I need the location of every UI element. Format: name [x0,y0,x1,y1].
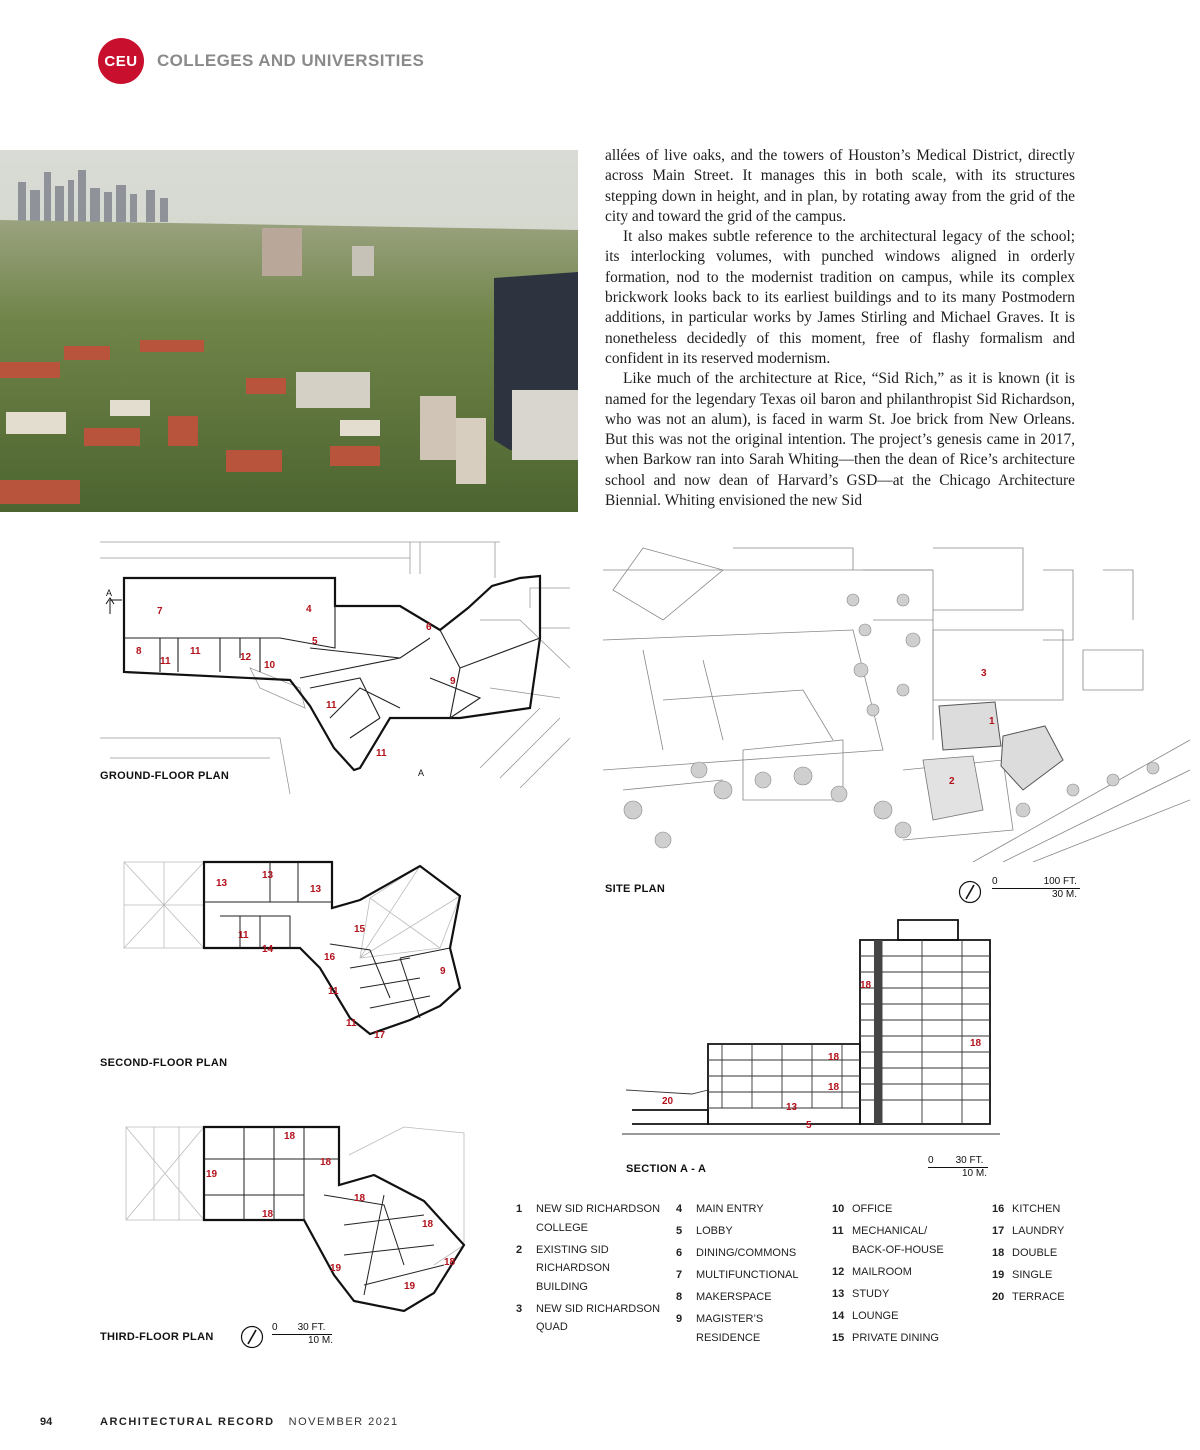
svg-text:19: 19 [330,1263,342,1274]
magazine-name: ARCHITECTURAL RECORD [100,1416,275,1428]
svg-text:15: 15 [354,924,366,935]
svg-text:10: 10 [264,660,276,671]
svg-text:11: 11 [238,930,249,941]
svg-text:5: 5 [806,1120,812,1131]
legend-item: 7 MULTIFUNCTIONAL [676,1269,799,1281]
svg-text:11: 11 [190,646,201,657]
scale-meters: 10 M. [308,1335,334,1346]
svg-text:8: 8 [136,646,142,657]
ceu-badge: CEU [98,38,144,84]
legend-item: 3 NEW SID RICHARDSON QUAD [516,1302,661,1333]
legend-item: 14 LOUNGE [832,1309,899,1322]
scale-zero: 0 [928,1155,934,1166]
svg-text:18: 18 [970,1038,982,1049]
svg-text:9: 9 [440,966,446,977]
third-floor-plan-drawing [124,1115,474,1315]
svg-text:1: 1 [989,716,995,727]
legend-item: 12 MAILROOM [832,1265,912,1278]
scale-meters: 30 M. [1052,889,1078,900]
second-floor-plan-drawing [120,858,480,1048]
svg-text:11: 11 [160,656,171,667]
svg-text:3: 3 [981,668,987,679]
legend-item: 6 DINING/COMMONS [676,1247,797,1259]
svg-text:9: 9 [450,676,456,687]
svg-text:18: 18 [422,1219,434,1230]
section-title: COLLEGES AND UNIVERSITIES [157,51,425,70]
legend-item: 4 MAIN ENTRY [676,1203,764,1215]
svg-text:11: 11 [346,1018,357,1029]
legend-item: 20 TERRACE [992,1291,1065,1303]
scale-meters: 10 M. [962,1168,988,1179]
svg-text:13: 13 [262,870,274,881]
svg-text:11: 11 [326,700,337,711]
scale-zero: 0 [272,1322,278,1333]
article-body [605,146,1075,511]
svg-text:A: A [106,588,113,598]
legend-item: 5 LOBBY [676,1225,733,1237]
svg-text:18: 18 [354,1193,366,1204]
section-scale-bar [928,1155,988,1179]
legend-column-2 [676,1200,822,1351]
legend-item: 13 STUDY [832,1287,890,1300]
svg-text:17: 17 [374,1030,386,1041]
scale-zero: 0 [992,876,998,887]
scale-feet: 30 FT. [297,1322,326,1333]
site-scale-bar [992,876,1080,900]
svg-text:18: 18 [828,1052,840,1063]
page-number: 94 [40,1416,53,1428]
site-north-arrow-icon [958,880,982,904]
legend-item: 8 MAKERSPACE [676,1291,772,1303]
ground-floor-plan-drawing [100,538,570,794]
second-floor-plan-label: SECOND-FLOOR PLAN [100,1057,228,1069]
svg-text:18: 18 [320,1157,332,1168]
svg-text:18: 18 [860,980,872,991]
svg-text:18: 18 [444,1257,456,1268]
article-paragraph: It also makes subtle reference to the architectural legacy of the school; its interlocking volumes, with punched windows aligned in orderly formation, nod to the modernist tradition on campus, while its complex brickwork looks back to its earliest buildings and to its many Postmodern additions, in particular works by James Stirling and Michael Graves. It is nonetheless decidedly of this moment, free of flashy formalism and confident in its reserved modernism. [605,228,1075,367]
svg-text:6: 6 [426,622,432,633]
svg-text:18: 18 [262,1209,274,1220]
scale-feet: 100 FT. [1043,876,1077,887]
legend-item: 19 SINGLE [992,1269,1053,1281]
svg-text:19: 19 [206,1169,218,1180]
svg-text:5: 5 [312,636,318,647]
section-label: SECTION A - A [626,1163,707,1175]
svg-text:13: 13 [216,878,228,889]
legend-column-4 [992,1200,1138,1310]
article-paragraph: allées of live oaks, and the towers of Houston’s Medical District, directly across Main Street. It manages this in both scale, with its structures stepping down in height, and in plan, by rotating away from the grid of the city and toward the grid of the campus. [605,147,1075,225]
svg-text:7: 7 [157,606,163,617]
legend-column-3 [832,1200,978,1351]
legend-item: 15 PRIVATE DINING [832,1331,939,1344]
legend-item: 9 MAGISTER’S RESIDENCE [676,1313,764,1344]
legend-item: 17 LAUNDRY [992,1225,1065,1237]
article-paragraph: Like much of the architecture at Rice, “Sid Rich,” as it is known (it is named for the legendary Texas oil baron and philanthropist Sid Richardson, who was not an alum), is faced in warm St. Joe brick from New Orleans. But this was not the original intention. The project’s genesis came in 2017, when Barkow ran into Sarah Whiting—then the dean of Rice’s architecture school and now dean of Harvard’s GSD—at the Chicago Architecture Biennial. Whiting envisioned the new Sid [605,370,1075,510]
svg-text:11: 11 [376,748,387,759]
svg-text:14: 14 [262,944,274,955]
site-plan-drawing [603,540,1190,862]
scale-feet: 30 FT. [955,1155,984,1166]
svg-text:20: 20 [662,1096,674,1107]
legend-item: 10 OFFICE [832,1203,893,1215]
svg-text:16: 16 [324,952,336,963]
svg-text:12: 12 [240,652,252,663]
issue-date: NOVEMBER 2021 [288,1416,399,1428]
svg-text:4: 4 [306,604,312,615]
legend-item: 1 NEW SID RICHARDSON COLLEGE [516,1203,661,1234]
north-arrow-icon [240,1325,264,1349]
legend-column-1 [516,1200,662,1340]
ground-floor-plan-label: GROUND-FLOOR PLAN [100,770,230,782]
site-plan-label: SITE PLAN [605,883,666,895]
third-floor-plan-label: THIRD-FLOOR PLAN [100,1331,214,1343]
legend-item: 18 DOUBLE [992,1247,1058,1259]
legend-item: 16 KITCHEN [992,1203,1061,1215]
svg-text:18: 18 [828,1082,840,1093]
svg-text:11: 11 [328,986,339,997]
svg-text:13: 13 [786,1102,798,1113]
svg-text:13: 13 [310,884,322,895]
svg-text:A: A [418,768,425,778]
legend-item: 11 MECHANICAL/ BACK-OF-HOUSE [832,1225,944,1256]
section-header [98,38,424,84]
svg-text:2: 2 [949,776,955,787]
legend-item: 2 EXISTING SID RICHARDSON BUILDING [516,1243,610,1293]
page-footer [40,1416,399,1428]
section-drawing [622,912,1000,1144]
aerial-photo [0,150,578,512]
svg-text:18: 18 [284,1131,296,1142]
svg-text:19: 19 [404,1281,416,1292]
third-floor-scale-bar [272,1322,333,1346]
